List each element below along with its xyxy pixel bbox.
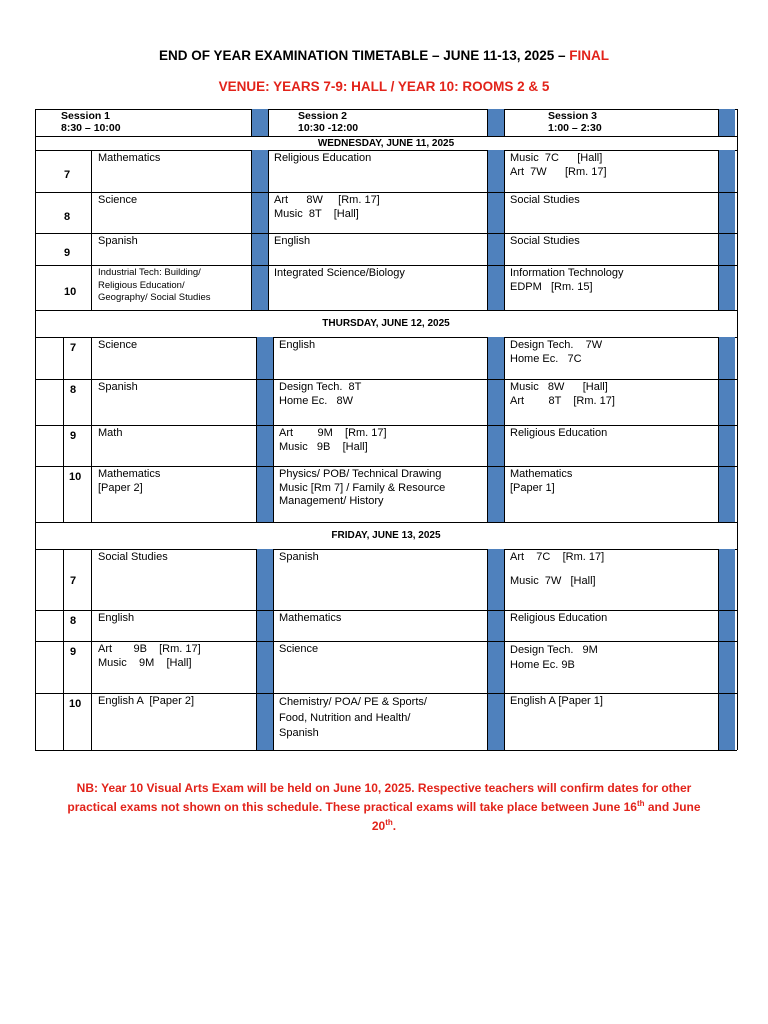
table-rule (256, 549, 257, 750)
day-header: FRIDAY, JUNE 13, 2025 (331, 530, 441, 541)
session-1-exam: Math (98, 427, 123, 439)
table-rule (35, 466, 737, 467)
table-rule (504, 150, 505, 310)
table-rule (718, 109, 719, 136)
year-label: 8 (64, 210, 71, 223)
footnote-text-1: NB: Year 10 Visual Arts Exam will be held on June 10, 2025. Respective teachers will confirm dates for other practical exams not shown on this schedule. These practical exams will take place between June 16 (67, 781, 692, 814)
table-rule (487, 150, 488, 310)
venue-subtitle: VENUE: YEARS 7-9: HALL / YEAR 10: ROOMS 2 & 5 (218, 79, 550, 94)
session-3-exam: Social Studies (510, 235, 580, 247)
table-rule (35, 150, 737, 151)
column-accent-bar (487, 549, 504, 750)
year-label: 9 (70, 430, 77, 442)
year-label: 8 (70, 384, 77, 396)
session-2-exam: Art 8W [Rm. 17] Music 8T [Hall] (274, 194, 380, 220)
table-rule (35, 641, 737, 642)
session-1-exam: English A [Paper 2] (98, 695, 195, 707)
session-1-exam: Science (98, 339, 138, 351)
column-accent-bar (718, 337, 735, 522)
column-accent-bar (251, 109, 268, 136)
session-1-name: Session 1 (61, 110, 111, 122)
session-1-exam: Spanish (98, 235, 138, 247)
column-accent-bar (718, 109, 735, 136)
session-1-exam: Social Studies (98, 551, 168, 563)
session-3-exam: English A [Paper 1] (510, 695, 603, 707)
session-1-exam: Mathematics (98, 152, 161, 164)
column-accent-bar (487, 337, 504, 522)
session-3-exam: Design Tech. 7W Home Ec. 7C (510, 339, 603, 365)
table-rule (487, 109, 488, 136)
session-2-exam: Mathematics (279, 612, 342, 624)
footnote-sup-2: th (385, 818, 393, 827)
title-final: FINAL (569, 48, 610, 63)
year-label: 7 (64, 169, 71, 181)
table-rule (718, 549, 719, 750)
table-rule (63, 337, 64, 522)
footnote-text-2: and June 20 (371, 800, 701, 833)
year-label: 10 (69, 698, 82, 710)
year-label: 10 (64, 285, 77, 298)
year-label: 8 (70, 615, 77, 627)
session-2-name: Session 2 (298, 110, 348, 122)
session-3-exam: Religious Education (510, 612, 608, 624)
session-1-exam: Art 9B [Rm. 17] Music 9M [Hall] (98, 643, 201, 669)
table-rule (737, 109, 738, 750)
table-rule (35, 337, 737, 338)
column-accent-bar (718, 549, 735, 750)
footnote-text-3: . (392, 819, 397, 833)
table-rule (251, 109, 252, 136)
column-accent-bar (487, 109, 504, 136)
table-rule (268, 150, 269, 310)
session-1-time: 8:30 – 10:00 (61, 122, 121, 134)
table-rule (35, 750, 737, 751)
table-rule (256, 337, 257, 522)
session-2-exam: Chemistry/ POA/ PE & Sports/ Food, Nutrition and Health/ Spanish (279, 696, 427, 739)
column-accent-bar (256, 549, 273, 750)
table-rule (251, 150, 252, 310)
table-rule (504, 337, 505, 522)
session-3-exam: Information Technology EDPM [Rm. 15] (510, 267, 624, 293)
session-3-exam: Music 8W [Hall] Art 8T [Rm. 17] (510, 381, 615, 407)
session-3-time: 1:00 – 2:30 (548, 122, 602, 134)
table-rule (268, 109, 269, 136)
table-rule (35, 233, 737, 234)
session-1-exam: Industrial Tech: Building/ Religious Education/ Geography/ Social Studies (98, 267, 211, 303)
table-rule (35, 192, 737, 193)
table-rule (504, 109, 505, 136)
session-1-exam: Science (98, 194, 138, 206)
footnote (60, 779, 708, 836)
year-label: 7 (70, 575, 77, 587)
session-3-exam: Music 7C [Hall] Art 7W [Rm. 17] (510, 152, 607, 178)
session-2-exam: Physics/ POB/ Technical Drawing Music [Rm 7] / Family & Resource Management/ History (279, 468, 446, 507)
table-rule (273, 337, 274, 522)
session-2-exam: English (279, 339, 316, 351)
session-2-exam: Art 9M [Rm. 17] Music 9B [Hall] (279, 427, 387, 453)
year-label: 10 (69, 471, 82, 483)
table-rule (35, 109, 737, 110)
table-rule (35, 549, 737, 550)
table-rule (35, 610, 737, 611)
year-label: 9 (70, 646, 77, 658)
table-rule (91, 337, 92, 522)
column-accent-bar (256, 337, 273, 522)
year-label: 7 (70, 342, 77, 354)
day-header: WEDNESDAY, JUNE 11, 2025 (317, 137, 455, 149)
session-1-exam: Spanish (98, 381, 138, 393)
footnote-sup-1: th (636, 799, 645, 808)
session-3-name: Session 3 (548, 110, 598, 122)
table-rule (273, 549, 274, 750)
session-3-exam: Social Studies (510, 194, 580, 206)
column-accent-bar (487, 150, 504, 310)
table-rule (35, 693, 737, 694)
table-rule (487, 337, 488, 522)
table-rule (35, 379, 737, 380)
table-rule (91, 150, 92, 310)
year-label: 9 (64, 247, 71, 259)
session-2-time: 10:30 -12:00 (298, 122, 359, 134)
table-rule (718, 337, 719, 522)
session-3-exam: Religious Education (510, 427, 608, 439)
table-rule (487, 549, 488, 750)
title-main: END OF YEAR EXAMINATION TIMETABLE – JUNE 11-13, 2025 – (158, 48, 570, 63)
session-2-exam: English (274, 235, 311, 247)
column-accent-bar (718, 150, 735, 310)
session-2-exam: Integrated Science/Biology (274, 267, 405, 279)
session-2-exam: Science (279, 643, 319, 655)
session-1-exam: English (98, 612, 135, 624)
table-rule (35, 109, 36, 750)
table-rule (91, 549, 92, 750)
session-3-exam: Mathematics [Paper 1] (510, 468, 573, 494)
table-rule (35, 522, 737, 523)
table-rule (35, 310, 737, 311)
session-2-exam: Religious Education (274, 152, 372, 164)
table-rule (504, 549, 505, 750)
table-rule (718, 150, 719, 310)
session-3-exam: Art 7C [Rm. 17] Music 7W [Hall] (510, 551, 605, 587)
day-header: THURSDAY, JUNE 12, 2025 (322, 318, 450, 329)
column-accent-bar (251, 150, 268, 310)
table-rule (63, 549, 64, 750)
session-3-exam: Design Tech. 9M Home Ec. 9B (510, 644, 598, 671)
session-1-exam: Mathematics [Paper 2] (98, 468, 161, 494)
table-rule (35, 265, 737, 266)
session-2-exam: Spanish (279, 551, 319, 563)
session-2-exam: Design Tech. 8T Home Ec. 8W (279, 381, 362, 407)
table-rule (35, 425, 737, 426)
